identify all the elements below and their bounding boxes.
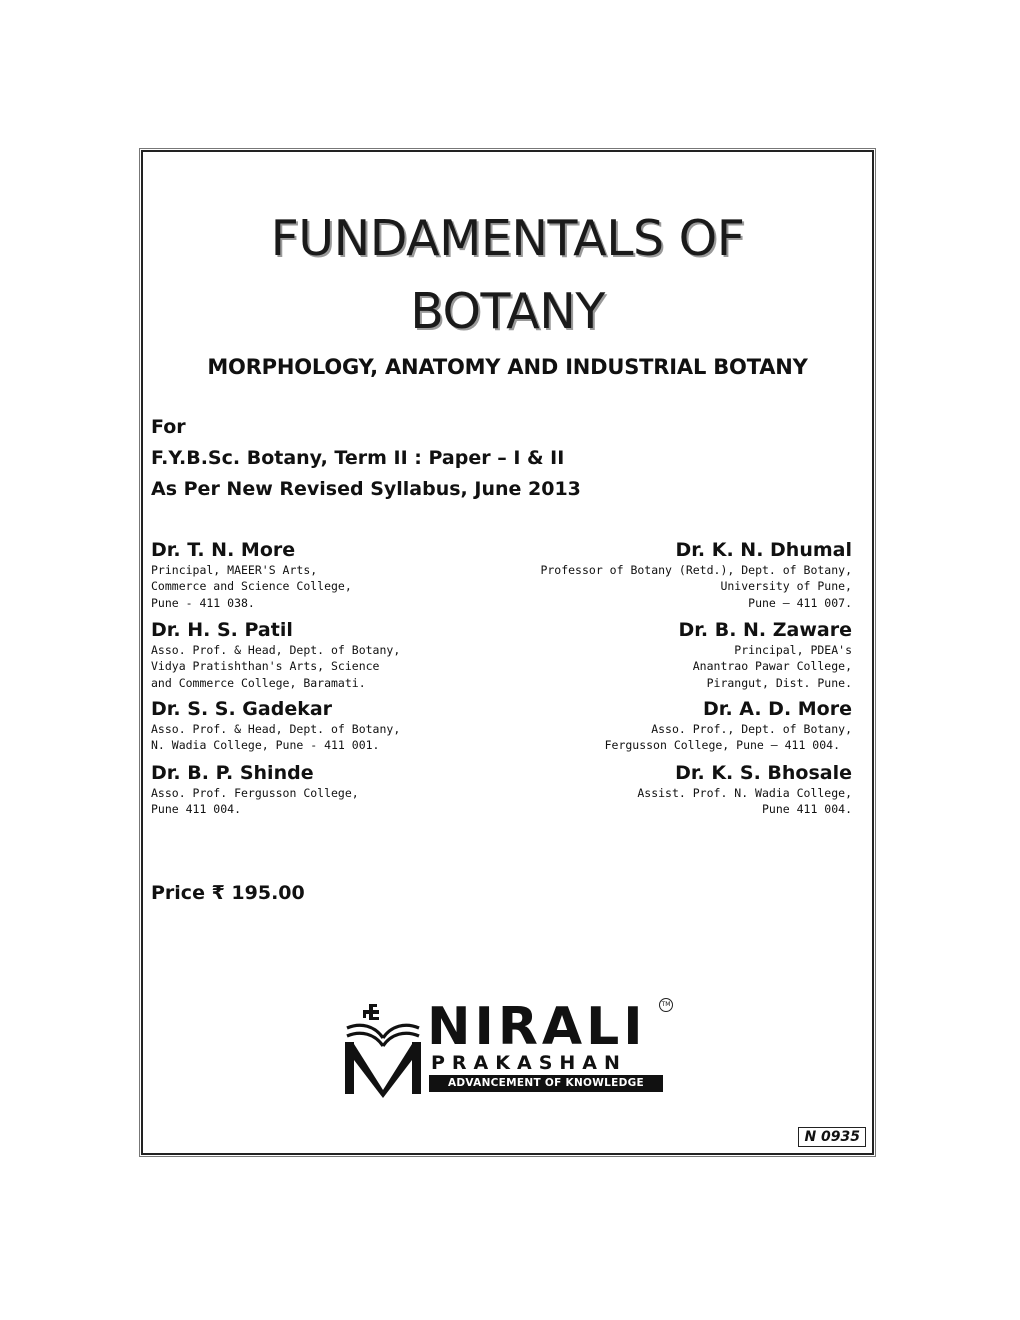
author-affiliation: Anantrao Pawar College, xyxy=(692,659,852,674)
book-code: N 0935 xyxy=(798,1127,866,1147)
author-name: Dr. K. S. Bhosale xyxy=(675,762,852,784)
author-affiliation: Pune – 411 007. xyxy=(748,595,852,610)
author-affiliation: Asso. Prof., Dept. of Botany, xyxy=(651,722,852,736)
author-affiliation: and Commerce College, Baramati. xyxy=(151,675,366,690)
author-name: Dr. K. N. Dhumal xyxy=(675,539,852,561)
trademark-badge: TM xyxy=(659,998,673,1012)
price-label: Price ₹ 195.00 xyxy=(151,882,305,904)
author-affiliation: Asso. Prof. Fergusson College, xyxy=(151,786,359,800)
author-name: Dr. A. D. More xyxy=(703,698,852,720)
author-card xyxy=(512,761,852,818)
author-affiliation: Assist. Prof. N. Wadia College, xyxy=(637,786,852,800)
publisher-emblem-icon xyxy=(341,998,427,1098)
syllabus-label: As Per New Revised Syllabus, June 2013 xyxy=(151,478,581,500)
author-affiliation: Asso. Prof. & Head, Dept. of Botany, xyxy=(151,643,401,657)
publisher-logo xyxy=(341,998,681,1098)
author-affiliation: Pirangut, Dist. Pune. xyxy=(706,675,852,690)
author-affiliation: N. Wadia College, Pune - 411 001. xyxy=(151,738,380,753)
publisher-name: NIRALI xyxy=(427,997,647,1057)
author-name: Dr. B. N. Zaware xyxy=(678,619,852,641)
author-affiliation: Fergusson College, Pune – 411 004. xyxy=(604,738,840,753)
author-affiliation: Professor of Botany (Retd.), Dept. of Botany, xyxy=(540,563,852,577)
publisher-tagline: ADVANCEMENT OF KNOWLEDGE xyxy=(429,1075,663,1092)
book-title-line-1: FUNDAMENTALS OF xyxy=(270,210,745,267)
author-card xyxy=(151,761,491,818)
author-name: Dr. S. S. Gadekar xyxy=(151,698,333,720)
course-label: F.Y.B.Sc. Botany, Term II : Paper – I & II xyxy=(151,447,565,469)
author-card xyxy=(151,697,491,754)
author-card xyxy=(512,618,852,691)
book-subtitle: MORPHOLOGY, ANATOMY AND INDUSTRIAL BOTANY xyxy=(207,355,808,379)
author-name: Dr. T. N. More xyxy=(151,539,296,561)
course-info xyxy=(151,412,581,505)
author-name: Dr. H. S. Patil xyxy=(151,619,293,641)
author-affiliation: Principal, MAEER'S Arts, xyxy=(151,563,318,577)
book-title-line-2: BOTANY xyxy=(410,283,605,340)
author-card xyxy=(432,538,852,611)
author-affiliation: Principal, PDEA's xyxy=(734,643,852,657)
author-name: Dr. B. P. Shinde xyxy=(151,762,314,784)
author-affiliation: Pune 411 004. xyxy=(151,802,242,817)
author-affiliation: Pune - 411 038. xyxy=(151,595,255,610)
author-affiliation: Asso. Prof. & Head, Dept. of Botany, xyxy=(151,722,401,736)
author-affiliation: Vidya Pratishthan's Arts, Science xyxy=(151,659,380,674)
cover-frame xyxy=(141,150,874,1155)
author-card xyxy=(151,618,491,691)
publisher-subname: PRAKASHAN xyxy=(431,1052,627,1074)
author-affiliation: Commerce and Science College, xyxy=(151,579,352,594)
for-label: For xyxy=(151,416,186,438)
author-affiliation: Pune 411 004. xyxy=(761,802,852,817)
author-affiliation: University of Pune, xyxy=(720,579,852,594)
author-card xyxy=(512,697,852,754)
